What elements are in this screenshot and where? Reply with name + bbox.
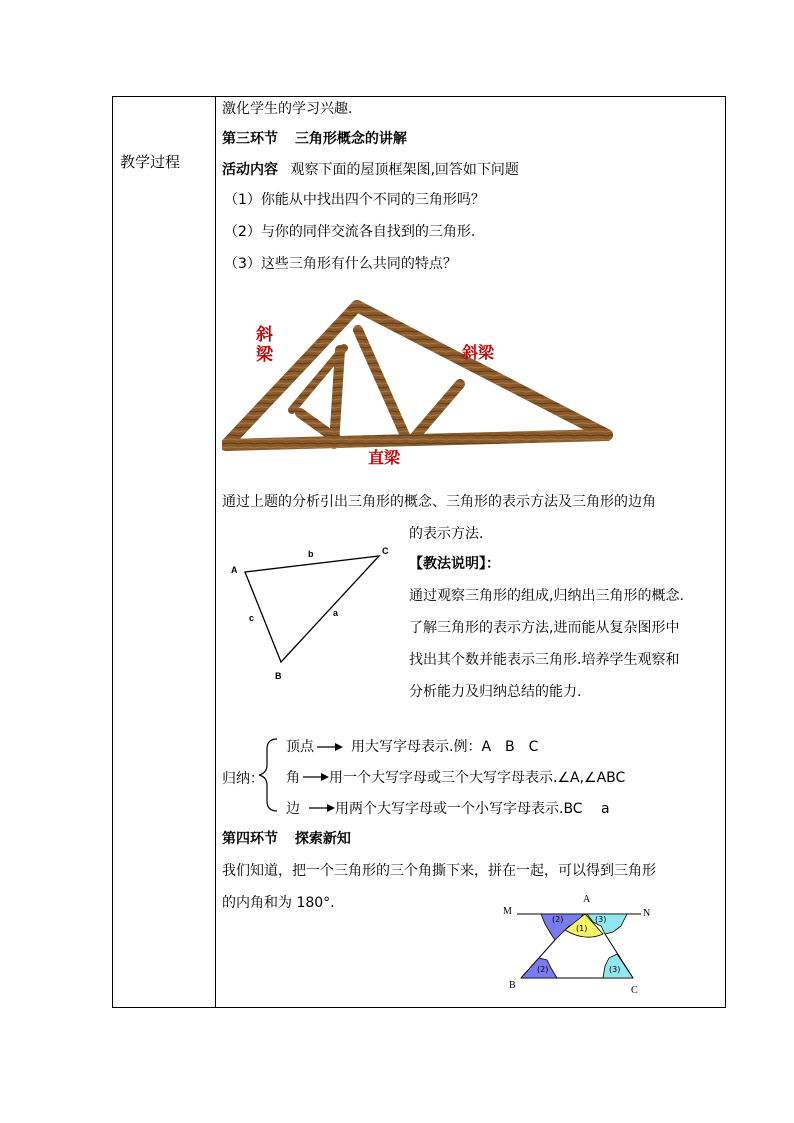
summary-side-term: 边 [286,801,300,817]
method-line-2: 了解三角形的表示方法,进而能从复杂图形中 [409,620,680,636]
analysis-line-1: 通过上题的分析引出三角形的概念、三角形的表示方法及三角形的边角 [222,494,656,510]
left-brace [259,739,277,811]
fig-label-n: N [643,908,651,919]
triangle-abc-shape [245,556,379,662]
method-line-1: 通过观察三角形的组成,归纳出三角形的概念. [409,588,684,604]
fig-label-c: C [631,985,638,996]
activity-text: 观察下面的屋顶框架图,回答如下问题 [290,162,519,178]
activity-line [222,160,519,180]
question-2: （2）与你的同伴交流各自找到的三角形. [224,224,476,240]
activity-label: 活动内容 [222,162,278,178]
tri-side-a: a [333,608,339,618]
fig-piece-label-2-bottom: (2) [537,965,549,974]
section-4-heading [222,829,351,849]
tri-vertex-a: A [231,565,238,575]
section-4-text-2: 的内角和为 180°. [222,895,335,911]
method-line-3: 找出其个数并能表示三角形.培养学生观察和 [409,652,680,668]
fig-piece-label-3-top: (3) [595,915,607,924]
angle-sum-figure [505,900,655,992]
summary-angle: 用一个大写字母或三个大写字母表示.∠A,∠ABC [329,770,626,786]
tri-vertex-c: C [382,546,389,556]
roof-truss-figure [222,298,622,470]
analysis-line-2: 的表示方法. [409,526,484,542]
summary-angle-term: 角 [286,770,300,786]
section-4-label: 第四环节 [222,831,278,847]
section-3-title: 三角形概念的讲解 [294,131,407,147]
method-line-4: 分析能力及归纳总结的能力. [409,684,582,700]
fig-piece-label-1: (1) [576,924,588,933]
roof-label-bottom: 直梁 [368,448,401,467]
section-4-text-1: 我们知道，把一个三角形的三个角撕下来，拼在一起，可以得到三角形 [222,863,656,879]
question-1: （1）你能从中找出四个不同的三角形吗？ [224,192,485,208]
fig-piece-label-3-bottom: (3) [609,965,621,974]
fig-label-a: A [583,894,591,905]
roof-label-left-1: 斜 [256,325,273,345]
tri-side-c: c [249,613,255,623]
fig-piece-label-2-top: (2) [552,915,564,924]
section-3-heading [222,129,407,149]
section-3-label: 第三环节 [222,131,278,147]
section-4-title: 探索新知 [294,831,351,847]
roof-label-left-2: 梁 [256,345,273,365]
table-divider [215,96,216,1008]
fig-label-b: B [509,980,516,991]
summary-label: 归纳： [222,771,264,787]
tri-side-b: b [308,549,314,559]
summary-vertex: 用大写字母表示.例：A B C [351,739,539,755]
summary-vertex-term: 顶点 [286,739,314,755]
intro-line: 激化学生的学习兴趣. [222,101,353,117]
row-label: 教学过程 [120,153,181,171]
question-3: （3）这些三角形有什么共同的特点？ [224,256,457,272]
summary-side: 用两个大写字母或一个小写字母表示.BC a [335,801,610,817]
fig-label-m: M [503,906,512,917]
method-title: 【教法说明】： [409,556,500,572]
roof-label-right: 斜梁 [462,343,495,362]
tri-vertex-b: B [275,671,282,681]
